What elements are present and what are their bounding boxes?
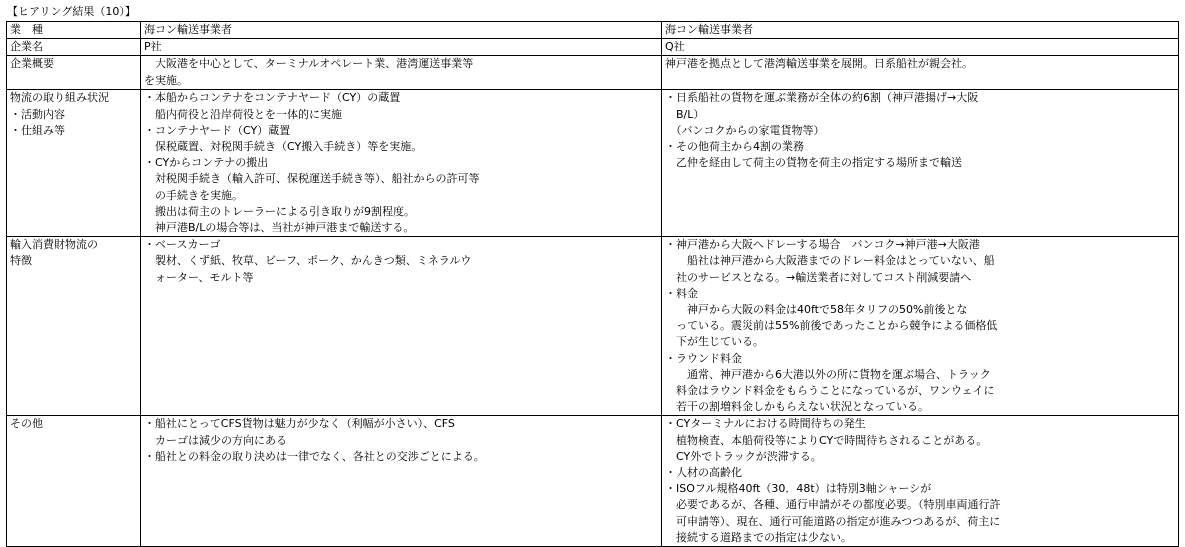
text-line: を実施。 [144, 73, 188, 87]
text-line: 神戸港を拠点として港湾輸送事業を展開。日系船社が親会社。 [665, 57, 973, 71]
text-line: っている。震災前は55%前後であったことから競争による価格低 [665, 319, 998, 333]
text-line: 植物検査、本船荷役等によりCYで時間待ちされることがある。 [665, 433, 988, 447]
text-line: 通常、神戸港から6大港以外の所に貨物を運ぶ場合、トラック [665, 367, 991, 381]
text-line: ・ラウンド料金 [665, 351, 742, 365]
text-line: 特徴 [10, 254, 32, 268]
industry-row [7, 22, 1179, 39]
industry-p: 海コン輸送事業者 [141, 22, 662, 39]
text-line: 料金はラウンド料金をもらうことになっているが、ワンウェイに [665, 384, 995, 398]
text-line: 対税関手続き（輸入許可、保税運送手続き等）、船社からの許可等 [144, 172, 480, 186]
text-line: 船内荷役と沿岸荷役とを一体的に実施 [144, 107, 342, 121]
q-cell [662, 56, 1179, 90]
text-line: ・その他荷主から4割の業務 [665, 140, 804, 154]
text-line: ・ISOフル規格40ft（30．48t）は特別3軸シャーシが [665, 482, 932, 496]
text-line: ・活動内容 [10, 107, 65, 121]
text-line: 社のサービスとなる。→輸送業者に対してコスト削減要請へ [665, 270, 972, 284]
text-line: 船社は神戸港から大阪港までのドレー料金はとっていない、船 [665, 254, 995, 268]
logistics-row [7, 90, 1179, 237]
text-line: 企業概要 [10, 57, 54, 71]
p-cell [141, 237, 662, 416]
q-cell [662, 416, 1179, 547]
text-line: CY外でトラックが渋滞する。 [665, 449, 822, 463]
p-cell [141, 90, 662, 237]
text-line: ・本船からコンテナをコンテナヤード（CY）の蔵置 [144, 91, 401, 105]
p-cell [141, 56, 662, 90]
industry-label: 業 種 [7, 22, 141, 39]
company-p: P社 [141, 39, 662, 56]
text-line: 若干の割増料金しかもらえない状況となっている。 [665, 400, 929, 414]
text-line: ・コンテナヤード（CY）蔵置 [144, 123, 291, 137]
text-line: カーゴは減少の方向にある [144, 433, 287, 447]
company-q: Q社 [662, 39, 1179, 56]
text-line: ・船社との料金の取り決めは一律でなく、各社との交渉ごとによる。 [144, 449, 485, 463]
text-line: 保税蔵置、対税関手続き（CY搬入手続き）等を実施。 [144, 140, 423, 154]
text-line: ・CYからコンテナの搬出 [144, 156, 269, 170]
text-line: その他 [10, 417, 43, 431]
text-line: ・神戸港から大阪へドレーする場合 バンコク→神戸港→大阪港 [665, 238, 980, 252]
text-line: （バンコクからの家電貨物等） [665, 123, 825, 137]
text-line: ・料金 [665, 286, 698, 300]
text-line: 神戸港B/Lの場合等は、当社が神戸港まで輸送する。 [144, 221, 415, 235]
text-line: B/L） [665, 107, 705, 121]
text-line: 可申請等）、現在、通行可能道路の指定が進みつつあるが、荷主に [665, 514, 1001, 528]
text-line: 乙仲を経由して荷主の貨物を荷主の指定する場所まで輸送 [665, 156, 962, 170]
row-label-cell [7, 90, 141, 237]
text-line: ォーター、モルト等 [144, 270, 254, 284]
q-cell [662, 237, 1179, 416]
text-line: 輸入消費財物流の [10, 238, 98, 252]
text-line: ・人材の高齢化 [665, 466, 742, 480]
text-line: ・仕組み等 [10, 123, 65, 137]
text-line: 下が生じている。 [665, 335, 764, 349]
row-label-cell [7, 237, 141, 416]
other-row [7, 416, 1179, 547]
row-label-cell [7, 416, 141, 547]
text-line: ・CYターミナルにおける時間待ちの発生 [665, 417, 866, 431]
q-cell [662, 90, 1179, 237]
import-goods-row [7, 237, 1179, 416]
industry-q: 海コン輸送事業者 [662, 22, 1179, 39]
company-row [7, 39, 1179, 56]
text-line: 搬出は荷主のトレーラーによる引き取りが9割程度。 [144, 204, 415, 218]
text-line: ・日系船社の貨物を運ぶ業務が全体の約6割（神戸港揚げ→大阪 [665, 91, 979, 105]
text-line: 接続する道路までの指定は少ない。 [665, 530, 852, 544]
overview-row [7, 56, 1179, 90]
text-line: 大阪港を中心として、ターミナルオペレート業、港湾運送事業等 [144, 57, 474, 71]
text-line: の手続きを実施。 [144, 188, 243, 202]
company-label: 企業名 [7, 39, 141, 56]
text-line: 物流の取り組み状況 [10, 91, 109, 105]
text-line: 製材、くず紙、牧草、ビーフ、ポーク、かんきつ類、ミネラルウ [144, 254, 472, 268]
page-title: 【ヒアリング結果（10）】 [7, 5, 136, 18]
hearing-results-table [6, 21, 1179, 547]
row-label-cell [7, 56, 141, 90]
p-cell [141, 416, 662, 547]
text-line: 神戸から大阪の料金は40ftで58年タリフの50%前後とな [665, 303, 968, 317]
text-line: ・船社にとってCFS貨物は魅力が少なく（利幅が小さい）、CFS [144, 417, 455, 431]
text-line: 必要であるが、各種、通行申請がその都度必要。（特別車両通行許 [665, 498, 1001, 512]
text-line: ・ベースカーゴ [144, 238, 221, 252]
